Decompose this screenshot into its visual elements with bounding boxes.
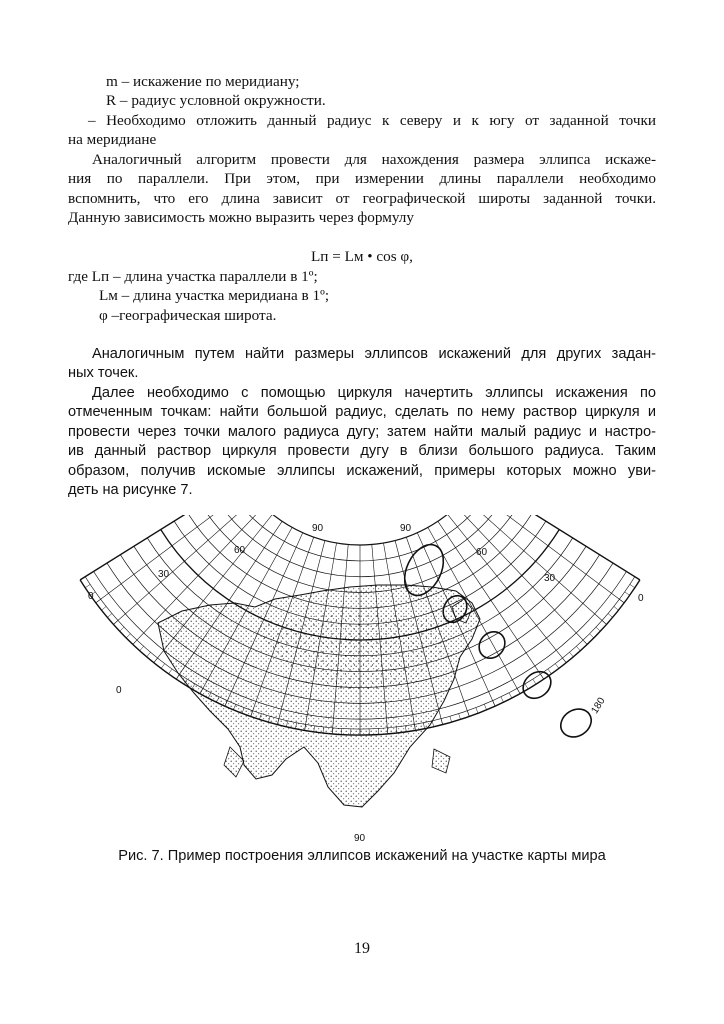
frame-tick [154,658,158,663]
frame-tick [450,716,452,722]
frame-tick [517,688,520,693]
lat-label-0-right: 0 [638,593,644,604]
frame-tick [432,721,433,727]
lat-label-60-right: 60 [476,547,488,558]
frame-tick [96,599,101,603]
frame-tick [161,664,165,669]
frame-tick [133,640,137,644]
frame-tick [562,658,566,663]
frame-tick [625,592,630,595]
meridian-line [472,515,624,603]
parallel-inner-border [241,515,478,545]
frame-tick [176,674,179,679]
frame-tick [169,669,173,674]
lat-label-0-left: 0 [88,591,94,602]
text-line-11: φ –географическая широта. [99,307,277,324]
frame-tick [140,646,144,651]
frame-tick [583,640,587,644]
frame-tick [120,627,124,631]
frame-tick [102,606,107,610]
lon-label-180: 180 [589,695,608,716]
text-line-7: вспомнить, что его длина зависит от географической широты заданной точки. [68,190,656,207]
frame-tick [467,711,469,717]
text-line-2: R – радиус условной окружности. [106,92,326,109]
frame-tick [533,679,536,684]
frame-tick [459,714,461,720]
frame-tick [493,701,496,707]
formula: Lп = Lм • cos φ, [311,248,413,265]
lat-label-0-mid: 0 [116,685,122,696]
text-line-9: где Lп – длина участка параллели в 1º; [68,268,318,285]
distortion-ellipse-3 [474,627,510,664]
text-line-15: отмеченным точкам: найти большой радиус, сделать по нему раствор циркуля и [68,404,656,420]
meridian-line [479,515,640,580]
frame-tick [570,652,574,657]
lat-label-30-right: 30 [544,573,556,584]
frame-tick [619,599,624,603]
world-map-figure [60,515,664,845]
frame-tick [476,708,478,714]
frame-tick [501,697,504,702]
text-line-1: m – искажение по меридиану; [106,73,300,90]
frame-tick [590,634,594,638]
text-line-5: Аналогичный алгоритм провести для нахождения размера эллипса искаже- [92,151,656,168]
frame-tick [608,614,613,618]
figure-caption: Рис. 7. Пример построения эллипсов искажений на участке карты мира [118,848,606,864]
frame-tick [509,693,512,698]
frame-tick [602,620,607,624]
text-line-10: Lм – длина участка меридиана в 1º; [99,287,330,304]
frame-tick [114,620,119,624]
page-number: 19 [354,940,370,957]
frame-tick [525,684,528,689]
text-line-14: Далее необходимо с помощью циркуля начертить эллипсы искажения по [92,385,656,401]
frame-tick [107,614,112,618]
meridian-line [96,515,248,603]
frame-tick [85,584,90,587]
frame-tick [548,669,552,674]
frame-tick [630,584,635,587]
lat-label-60-left: 60 [234,545,246,556]
text-line-16: провести через точки малого радиуса дугу; затем найти малый радиус и настро- [68,424,656,440]
text-line-12: Аналогичным путем найти размеры эллипсов искажений для других задан- [92,346,656,362]
frame-tick [576,646,580,651]
lat-label-30-left: 30 [158,569,170,580]
frame-tick [126,634,130,638]
lat-label-90-top: 90 [312,523,324,534]
frame-tick [635,577,640,580]
text-line-4: на меридиане [68,131,157,148]
text-line-13: ных точек. [68,365,139,381]
frame-tick [614,606,619,610]
lon-label-90-bottom: 90 [354,833,366,844]
frame-tick [540,674,543,679]
frame-tick [80,577,85,580]
meridian-line [465,515,607,624]
frame-tick [441,719,443,725]
text-line-6: ния по параллели. При этом, при измерении длины параллели необходимо [68,170,656,187]
lat-label-90-right: 90 [400,523,412,534]
text-line-8: Данную зависимость можно выразить через формулу [68,209,414,226]
frame-tick [147,652,151,657]
frame-tick [596,627,600,631]
frame-tick [484,704,486,710]
distortion-ellipse-4 [518,666,556,704]
text-line-3: – Необходимо отложить данный радиус к северу и к югу от заданной точки [88,112,656,129]
frame-tick [555,664,559,669]
text-line-18: образом, получив искомые эллипсы искажений, примеры которых можно уви- [68,463,656,479]
landmass-eurasia-africa [158,585,480,807]
text-line-17: ив данный раствор циркуля провести дугу в близи большого радиуса. Таким [68,443,656,459]
text-line-19: деть на рисунке 7. [68,482,193,498]
